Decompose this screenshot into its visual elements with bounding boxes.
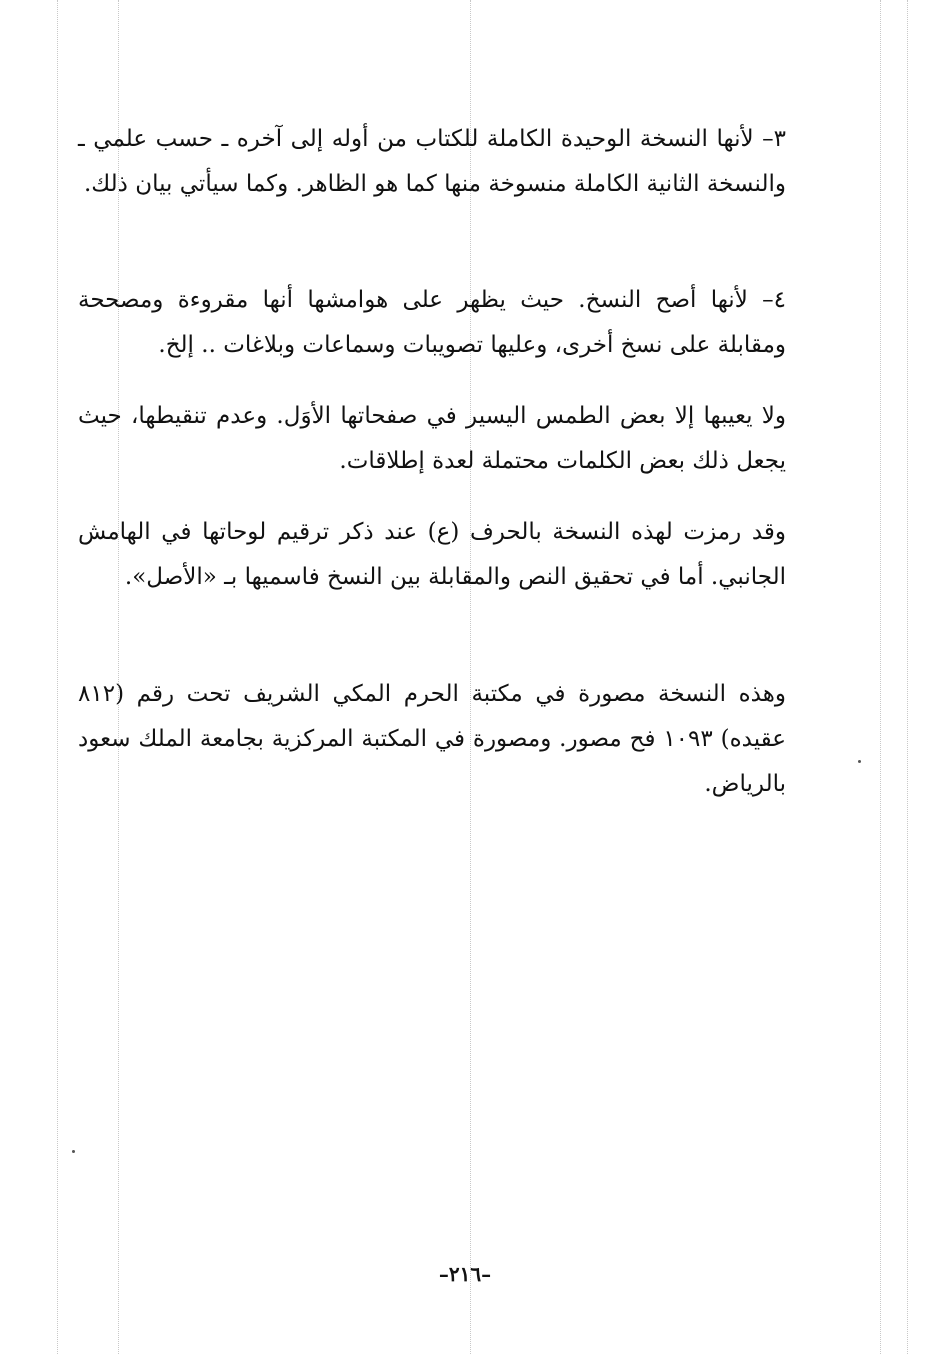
paragraph-2: ٤– لأنها أصح النسخ. حيث يظهر على هوامشها أنها مقروءة ومصححة ومقابلة على نسخ أخرى، وعليها تصويبات وسماعات وبلاغات .. إلخ. <box>78 287 786 358</box>
paragraph-4: وقد رمزت لهذه النسخة بالحرف (ع) عند ذكر ترقيم لوحاتها في الهامش الجانبي. أما في تحقيق النص والمقابلة بين النسخ فاسميها بـ «الأصل». <box>78 519 786 590</box>
scan-speck <box>858 760 861 763</box>
page-number: –٢١٦– <box>438 1262 492 1286</box>
paragraph-1: ٣– لأنها النسخة الوحيدة الكاملة للكتاب من أوله إلى آخره ـ حسب علمي ـ والنسخة الثانية الكاملة منسوخة منها كما هو الظاهر. وكما سيأتي بيان ذلك. <box>78 126 786 197</box>
scan-artifact-line <box>880 0 881 1354</box>
paragraph-5: وهذه النسخة مصورة في مكتبة الحرم المكي الشريف تحت رقم (٨١٢ عقيده) ١٠٩٣ فح مصور. ومصورة في المكتبة المركزية بجامعة الملك سعود بالرياض. <box>78 681 786 797</box>
scan-speck <box>72 1150 75 1153</box>
scan-artifact-line <box>57 0 58 1354</box>
paragraph-3: ولا يعيبها إلا بعض الطمس اليسير في صفحاتها الأوَل. وعدم تنقيطها، حيث يجعل ذلك بعض الكلمات محتملة لعدة إطلاقات. <box>78 403 786 474</box>
scan-artifact-line <box>907 0 908 1354</box>
